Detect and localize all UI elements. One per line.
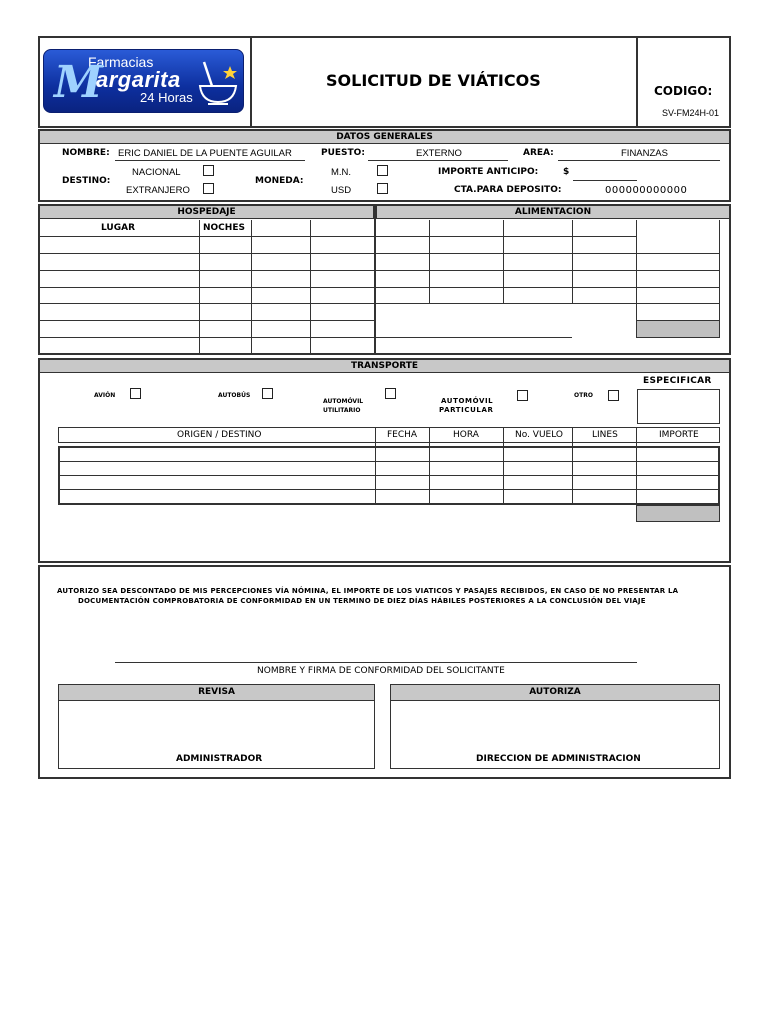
hosp-hline xyxy=(39,236,374,237)
auto-utilitario-label-2: UTILITARIO xyxy=(323,407,361,414)
hosp-hline xyxy=(39,320,374,321)
importe-anticipo-field[interactable] xyxy=(573,180,637,181)
col-lugar: LUGAR xyxy=(101,223,136,233)
alim-vline xyxy=(503,220,504,304)
nacional-label: NACIONAL xyxy=(132,167,181,178)
col-hora: HORA xyxy=(453,430,479,440)
usd-checkbox[interactable] xyxy=(377,183,388,194)
nombre-value: ERIC DANIEL DE LA PUENTE AGUILAR xyxy=(118,148,292,159)
avion-checkbox[interactable] xyxy=(130,388,141,399)
alimentacion-header: ALIMENTACION xyxy=(376,205,730,219)
otro-label: OTRO xyxy=(574,392,593,399)
nacional-checkbox[interactable] xyxy=(203,165,214,176)
alim-hline xyxy=(376,303,720,304)
hospedaje-alimentacion-frame xyxy=(38,204,731,355)
area-value: FINANZAS xyxy=(621,148,668,159)
auto-particular-checkbox[interactable] xyxy=(517,390,528,401)
col-no-vuelo: No. VUELO xyxy=(515,430,564,440)
puesto-underline xyxy=(368,160,508,161)
hosp-hline xyxy=(39,253,374,254)
especificar-label: ESPECIFICAR xyxy=(643,376,712,386)
col-origen-destino: ORIGEN / DESTINO xyxy=(177,430,262,440)
alim-vline xyxy=(429,220,430,304)
puesto-value: EXTERNO xyxy=(416,148,462,159)
header-divider-left xyxy=(250,36,252,128)
destino-label: DESTINO: xyxy=(62,176,111,186)
autoriza-header: AUTORIZA xyxy=(390,684,720,701)
auto-particular-label-2: PARTICULAR xyxy=(439,406,494,414)
trans-vline xyxy=(503,427,504,505)
hosp-hline xyxy=(39,337,374,338)
area-label: AREA: xyxy=(523,148,554,158)
hospedaje-header: HOSPEDAJE xyxy=(39,205,374,219)
avion-label: AVIÓN xyxy=(94,392,116,399)
cta-deposito-label: CTA.PARA DEPOSITO: xyxy=(454,185,562,195)
col-noches: NOCHES xyxy=(203,223,245,233)
otro-checkbox[interactable] xyxy=(608,390,619,401)
company-logo xyxy=(43,49,244,113)
hosp-hline xyxy=(39,270,374,271)
mn-label: M.N. xyxy=(331,167,352,178)
revisa-header: REVISA xyxy=(58,684,375,701)
autoriza-role: DIRECCION DE ADMINISTRACION xyxy=(476,754,641,764)
extranjero-label: EXTRANJERO xyxy=(126,185,190,196)
mortar-pestle-icon xyxy=(194,56,242,108)
autobus-checkbox[interactable] xyxy=(262,388,273,399)
alim-hline xyxy=(376,270,720,271)
col-importe: IMPORTE xyxy=(659,430,699,440)
trans-hline xyxy=(59,461,719,462)
trans-vline xyxy=(572,427,573,505)
nombre-label: NOMBRE: xyxy=(62,148,110,158)
auto-particular-label-1: AUTOMÓVIL xyxy=(441,397,494,405)
auto-utilitario-checkbox[interactable] xyxy=(385,388,396,399)
trans-vline xyxy=(429,427,430,505)
importe-anticipo-label: IMPORTE ANTICIPO: xyxy=(438,167,539,177)
area-underline xyxy=(558,160,720,161)
firma-line[interactable] xyxy=(115,662,637,663)
moneda-label: MONEDA: xyxy=(255,176,304,186)
logo-name: argarita xyxy=(96,67,181,92)
cta-deposito-value: 000000000000 xyxy=(605,185,688,196)
col-fecha: FECHA xyxy=(387,430,418,440)
hosp-hline xyxy=(39,303,374,304)
alim-hline xyxy=(376,236,636,237)
alim-signature-line xyxy=(376,337,572,338)
hosp-alim-divider xyxy=(374,204,376,355)
col-lines: LINES xyxy=(592,430,618,440)
currency-symbol: $ xyxy=(563,167,570,177)
firma-label: NOMBRE Y FIRMA DE CONFORMIDAD DEL SOLICITANTE xyxy=(257,666,505,676)
datos-generales-header: DATOS GENERALES xyxy=(39,130,730,144)
autorizacion-text-1: AUTORIZO SEA DESCONTADO DE MIS PERCEPCIONES VÍA NÓMINA, EL IMPORTE DE LOS VIATICOS Y PASAJES RECIBIDOS, EN CASO DE NO PRESENTAR LA xyxy=(57,587,679,595)
hosp-hline xyxy=(39,287,374,288)
page-title: SOLICITUD DE VIÁTICOS xyxy=(326,71,541,90)
auto-utilitario-label-1: AUTOMÓVIL xyxy=(323,398,364,405)
alim-hline xyxy=(376,253,720,254)
autobus-label: AUTOBÚS xyxy=(218,392,251,399)
trans-hline xyxy=(59,489,719,490)
codigo-label: CODIGO: xyxy=(654,84,713,98)
logo-initial: M xyxy=(54,57,103,108)
alim-hline xyxy=(376,287,720,288)
logo-line1: Farmacias xyxy=(88,54,154,70)
nombre-underline xyxy=(115,160,305,161)
mn-checkbox[interactable] xyxy=(377,165,388,176)
header-divider-right xyxy=(636,36,638,128)
transporte-total-cell xyxy=(636,505,720,522)
revisa-role: ADMINISTRADOR xyxy=(176,754,263,764)
alim-vline xyxy=(572,220,573,304)
trans-vline xyxy=(375,427,376,505)
usd-label: USD xyxy=(331,185,352,196)
alimentacion-total-cell xyxy=(636,320,720,338)
especificar-field[interactable] xyxy=(637,389,720,424)
autorizacion-text-2: DOCUMENTACIÓN COMPROBATORIA DE CONFORMIDAD EN UN TERMINO DE DIEZ DÍAS HÁBILES POSTERIORES A LA CONCLUSIÓN DEL VIAJE xyxy=(78,597,646,605)
puesto-label: PUESTO: xyxy=(321,148,365,158)
logo-line3: 24 Horas xyxy=(140,90,193,105)
extranjero-checkbox[interactable] xyxy=(203,183,214,194)
codigo-value: SV-FM24H-01 xyxy=(662,108,720,118)
trans-hline xyxy=(59,475,719,476)
transporte-header: TRANSPORTE xyxy=(39,359,730,373)
